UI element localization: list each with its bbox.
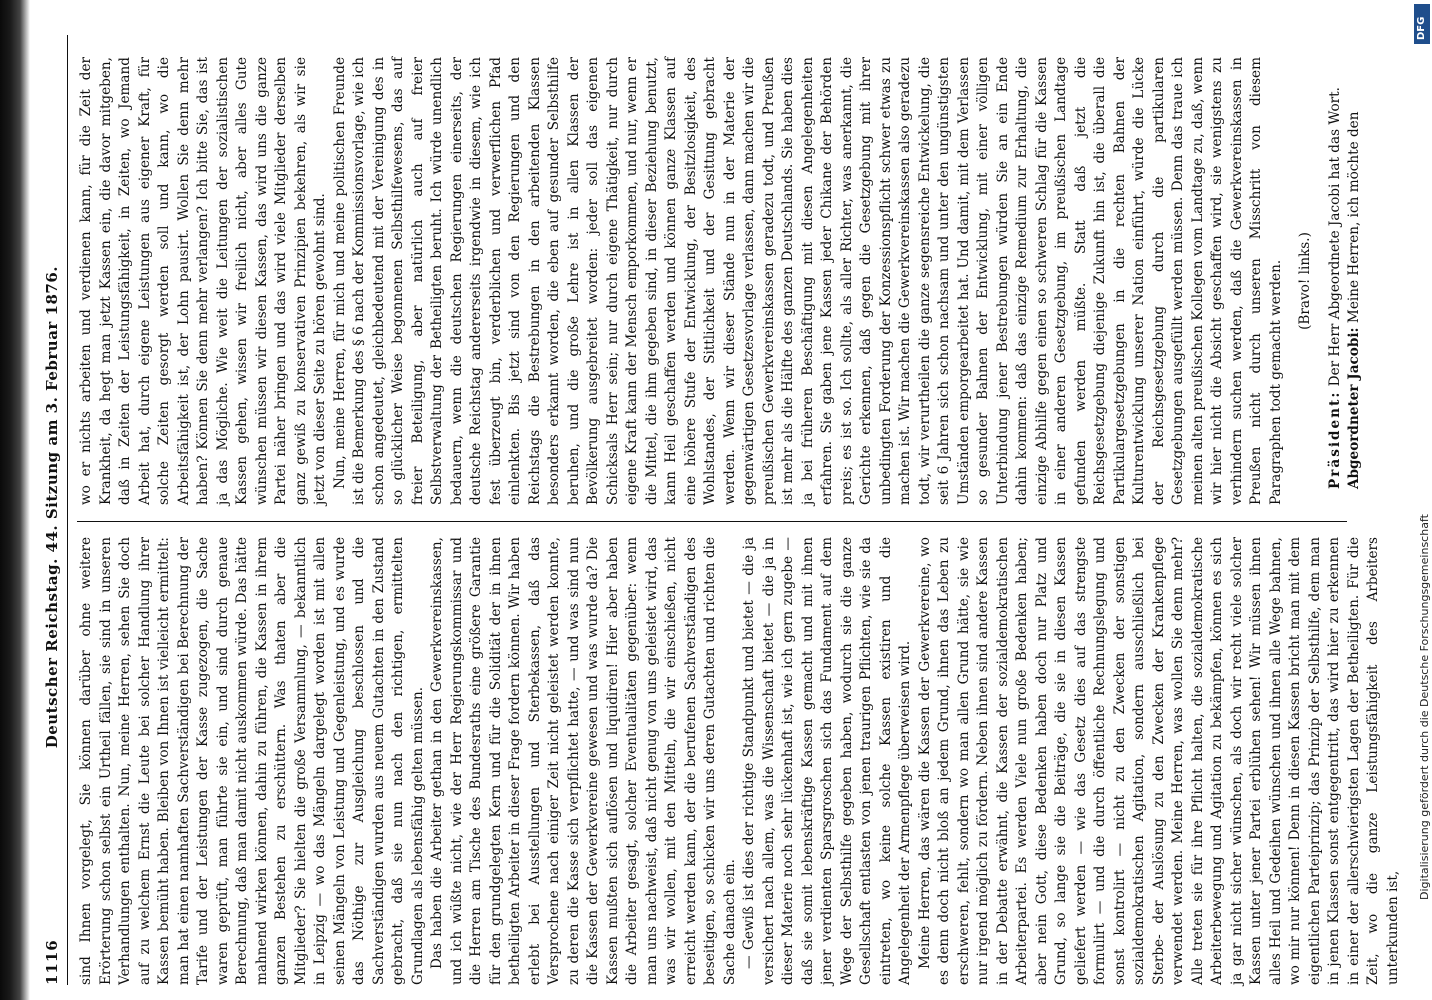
paragraph: Das haben die Arbeiter gethan in den Gewerkvereinskassen, und ich wüßte nicht, wie der Herr Regierungskommissar und die Herren am Tische des Bundesraths eine größere Garantie für den grundgelegten Kern und für die Solidität der in ihnen betheiligten Arbeiter in dieser Frage fordern können. Wir haben erlebt bei Ausstellungen und Sterbekassen, daß das Versprochene nach einiger Zeit nicht geleistet werden konnte, zu deren die Kasse sich verpflichtet hatte, — und was sind nun die Kassen der Gewerkvereine gewesen und was wurde da? Die Kassen mußten sich auflösen und liquidiren! Hier aber haben die Arbeiter gesagt, solcher Eventualitäten gegenüber: wenn man uns nachweist, daß nicht genug von uns geleistet wird, das was wir wollen, mit den Mitteln, die wir einschießen, nicht erreicht werden kann, der die berufenen Sachverständigen des beseitigen, so schicken wir uns deren Gutachten und richten die Sache danach ein. xyxy=(429,537,738,985)
president-text: Der Herr Abgeordnete Jacobi hat das Wort. xyxy=(1326,87,1343,387)
paragraph: Meine Herren, das wären die Kassen der Gewerkvereine, wo es denn doch nicht bloß an jedem Grund, ihnen das Leben zu erschweren, fehlt, sondern wo man allen Grund hätte, sie wie nur irgend möglich zu fördern. Neben ihnen sind andere Kassen in der Debatte erwähnt, die Kassen der sozialdemokratischen Arbeiterpartei. Es werden Viele nun große Bedenken haben; aber nein Gott, diese Bedenken haben doch nur Platz und Grund, so lange sie die Beiträge, die sie in diesen Kassen geliefert werden — wie das Gesetz dies auf das strengste formulirt — und die durch öffentliche Rechnungslegung und sonst kontrolirt — nicht zu den Zwecken der sonstigen sozialdemokratischen Agitation, sondern ausschließlich bei Sterbe- der Auslösung zu den Zwecken der Krankenpflege verwendet werden. Meine Herren, was wollen Sie denn mehr? Alle treten sie für ihre Pflicht halten, die sozialdemokratische Arbeiterbewegung und Agitation zu bekämpfen, können es sich ja gar nicht sicher wünschen, als doch wir recht viele solcher Kassen unter jener Partei erblühen sehen! Wir müssen ihnen alles Heil und Gedeihen wünschen und ihnen alle Wege bahnen, wo mir nur können! Denn in diesen Kassen bricht man mit dem eigentlichen Parteiprinzip; das Prinzip der Selbsthilfe, dem man in jenen Klassen sonst entgegentritt, das wird hier zu erkennen in einer der allerschwierigsten Lagen der Betheiligten. Für die Zeit, wo die ganze Leistungsfähigkeit des Arbeiters unterkunden ist, xyxy=(916,537,1401,985)
text-column-left xyxy=(77,537,1401,985)
page-header xyxy=(35,35,61,985)
paragraph: wo er nichts arbeiten und verdienen kann, für die Zeit der Krankheit, da hegt man jetzt Kassen ein, die davor mitgeben, daß in Zeiten der Leistungsfähigkeit, in Zeiten, wo Jemand Arbeit hat, durch eigene Leistungen aus eigener Kraft, für solche Zeiten gesorgt werden soll und kann, wo die Arbeitsfähigkeit ist, der Lohn pausirt. Wollen Sie denn mehr haben? Können Sie denn mehr verlangen? Ich bitte Sie, das ist ja das Mögliche. Wie weit die Leitungen der sozialistischen Kassen gehen, wissen wir freilich nicht, aber alles Gute wünschen müssen wir diesen Kassen, das wird uns die ganze Partei näher bringen und das wird viele Mitglieder derselben ganz gewiß zu konservativen Prinzipien bekehren, als wir sie jetzt von dieser Seite zu hören gewohnt sind. xyxy=(78,57,328,505)
rotated-page xyxy=(35,35,1401,985)
president-label: Präsident: xyxy=(1326,390,1343,489)
speaker-text: Meine Herren, ich möchte den xyxy=(1346,111,1362,324)
page-title: Deutscher Reichstag. 44. Sitzung am 3. Februar 1876. xyxy=(43,265,61,749)
digitization-watermark: Digitalisierung gefördert durch die Deutsche Forschungsgemeinschaft xyxy=(1418,514,1431,900)
page-number: 1116 xyxy=(43,939,61,985)
text-column-right xyxy=(77,57,1362,505)
president-remark xyxy=(1326,57,1346,505)
paragraph: — Gewiß ist dies der richtige Standpunkt und bietet — die ja versichert nach allem, was die Wissenschaft bietet — die ja in dieser Materie noch sehr lückenhaft ist, wie ich gern zugebe — daß sie somit lebenskräftige Kassen gemacht und mit ihnen jener verdienten Sparsgroschen sich das Fundament auf dem Wege der Selbsthilfe gegeben haben, wodurch sie die ganze Gesellschaft entlasten von jenen traurigen Pflichten, wie sie da eintreten, wo keine solche Kassen existiren und die Angelegenheit der Armenpflege überweisen wird. xyxy=(741,537,913,985)
dfg-logo-text: DFG xyxy=(1416,16,1427,40)
speaker-label: Abgeordneter Jacobi: xyxy=(1346,327,1362,489)
paragraph: Nun, meine Herren, für mich und meine politischen Freunde ist die Bemerkung des § 6 nach der Kommissionsvorlage, wie ich schon angedeutet, gleichbedeutend mit der Vereinigung des in so glücklicher Weise begonnenen Selbsthilfewesens, das auf freier Beteiligung, aber natürlich auch auf freier Selbstverwaltung der Betheiligten beruht. Ich würde unendlich bedauern, wenn die deutschen Regierungen einerseits, der deutsche Reichstag andererseits irgendwie in diesem, wie ich fest überzeugt bin, verderblichen und verwerflichen Pfad einlenkten. Bis jetzt sind von den Regierungen und den Reichstags die Bestrebungen in den arbeitenden Klassen besonders erkannt worden, die eben auf gesunder Selbsthilfe beruhen, und die große Lehre ist in allen Klassen der Bevölkerung ausgebreitet worden: jeder soll das eigenen Schicksals Herr sein; nur durch eigene Thätigkeit, nur durch eigene Kraft kann der Mensch emporkommen, und nur, wenn er die Mittel, die ihm gegeben sind, in dieser Beziehung benutzt, kann Heil geschaffen werden und können ganze Klassen auf eine höhere Stufe der Entwicklung, der Besitzlosigkeit, des Wohlstandes, der Sittlichkeit und der Gesittung gebracht werden. Wenn wir dieser Stände nun in der Materie der gegenwärtigen Gesetzesvorlage verlassen, dann machen wir die preußischen Gewerkvereinskassen geradezu todt, und Preußen ist mehr als die Hälfte des ganzen Deutschlands. Sie haben dies ja bei früheren Beschäftigung mit diesen Angelegenheiten erfahren. Sie gaben jene Kassen jeder Chikane der Behörden preis; es ist so. Ich sollte, als aller Richter, was anerkannt, die Gerichte erkennen, daß gegen die Gesetzgebung mit ihrer unbedingten Forderung der Konzessionspflicht schwer etwas zu machen ist. Wir machen die Gewerkvereinskassen also geradezu todt, wir verurtheilen die ganze segensreiche Entwickelung, die seit 6 Jahren sich schon nachsam und unter den ungünstigsten Umständen emporgearbeitet hat. Und damit, mit dem Verlassen so gesunder Bahnen der Entwicklung, mit einer völligen Unterbindung jener Bestrebungen würden Sie an ein Ende dahin kommen: daß das einzige Remedium zur Erhaltung, die einzige Abhilfe gegen einen so schweren Schlag für die Kassen in einer anderen Gesetzgebung, im preußischen Landtage gefunden werden müßte. Statt daß jetzt die Reichsgesetzgebung diejenige Zukunft hin ist, die überall die Partikulargesetzgebungen in die rechten Bahnen der Kulturentwicklung unserer Nation einführt, würde die Lücke der Reichsgesetzgebung durch die partikularen Gesetzgebungen ausgefüllt werden müssen. Denn das traue ich meinen alten preußischen Kollegen vom Landtage zu, daß, wenn wir hier nicht die Absicht geschaffen wird, sie wenigstens zu verhindern suchen werden, daß die Gewerkvereinskassen in Preußen nicht durch unseren Misschritt von diesem Paragraphen todt gemacht werden. xyxy=(331,57,1284,505)
applause-note: (Bravo! links.) xyxy=(1297,232,1313,330)
scan-edge-shadow xyxy=(0,0,30,1000)
column-divider xyxy=(77,521,1347,522)
paragraph: sind Ihnen vorgelegt, Sie können darüber ohne weitere Erörterung schon selbst ein Urtheil fällen, sie sind in unseren Verhandlungen enthalten. Nun, meine Herren, sehen Sie doch auf zu welchem Ernst die Leute bei solcher Handlung ihrer Kassen bemüht haben. Bleiben von Ihnen ist vielleicht ermittelt: man hat einen namhaften Sachverständigen bei Berechnung der Tarife und der Leistungen der Kasse zugezogen, die Sache waren geprüft, man führte sie ein, und sind durch genaue Berechnung, daß man damit nicht auskommen würde. Das hätte mahnend wirken können, dahin zu führen, die Kassen in ihrem ganzen Bestehen zu erschüttern. Was thaten aber die Mitglieder? Sie hielten die große Versammlung, — bekanntlich in Leipzig — wo das Mängeln dargelegt worden ist mit allen seinen Mängeln von Leistung und Gegenleistung, und es wurde das Nöthige zur Ausgleichung beschlossen und die Sachverständigen wurden aus neuem Gutachten in den Zustand gebracht, daß sie nun nach den richtigen, ermittelten Grundlagen als lebensfähig gelten müssen. xyxy=(78,537,426,985)
header-rule xyxy=(67,35,68,985)
speaker-remark xyxy=(1345,57,1365,505)
dfg-logo xyxy=(1414,4,1430,44)
